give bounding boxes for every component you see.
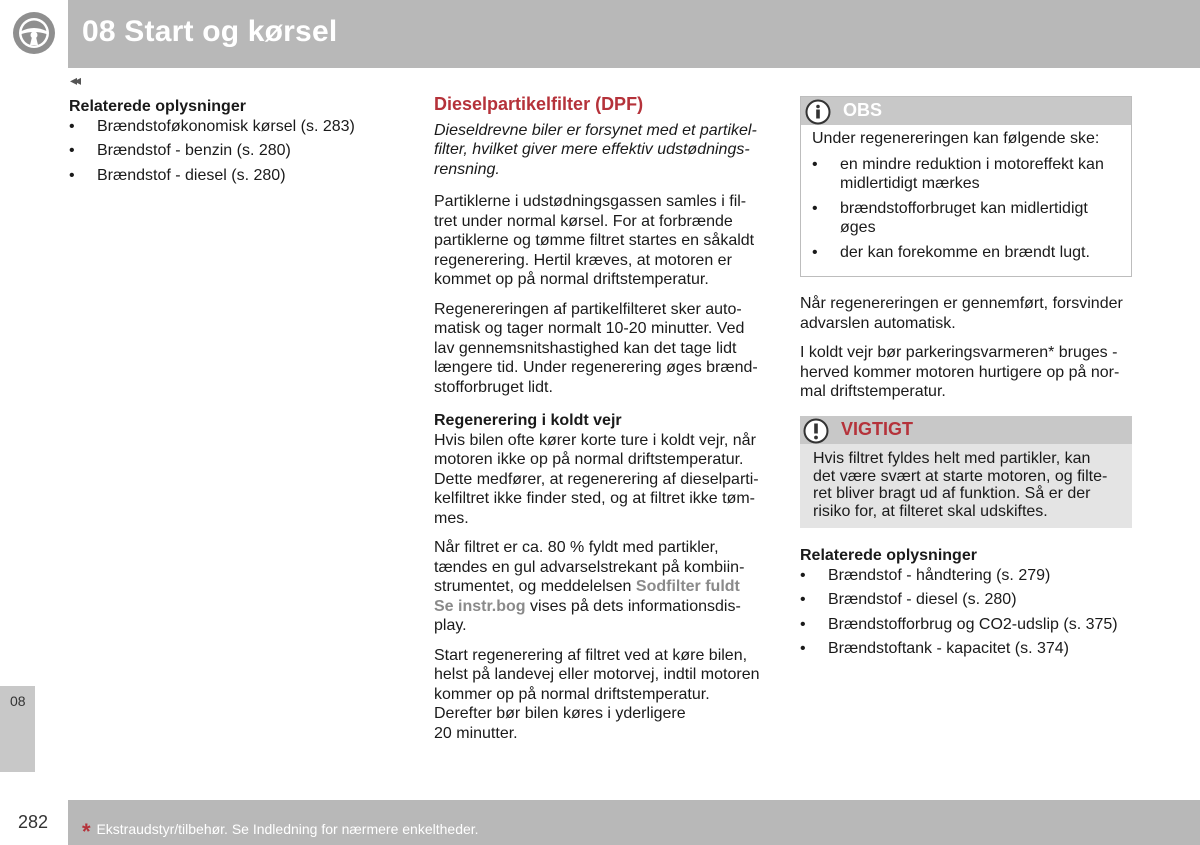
related-list [800, 566, 1132, 659]
page-footer [0, 800, 1200, 845]
paragraph: Partiklerne i udstødningsgassen samles i fil- tret under normal kørsel. For at forbrænde partiklerne og tømme filtret startes en såkaldt regenerering. Hertil kræves, at motoren er kommet op på normal driftstemperatur. [434, 193, 755, 288]
display-message: Se instr.bog [434, 597, 526, 615]
chapter-tab-label: 08 [10, 693, 26, 709]
important-body: Hvis filtret fyldes helt med partikler, kan det være svært at starte motoren, og filte- ret bliver bragt ud af funktion. Så er der risiko for, at filteret skal udskiftes. [813, 450, 1108, 520]
related-info-left [69, 97, 389, 185]
list-item: • der kan forekomme en brændt lugt. [812, 243, 1120, 263]
related-heading: Relaterede oplysninger [800, 547, 977, 564]
right-text [800, 294, 1132, 402]
related-link[interactable]: • Brændstofforbrug og CO2-udslip (s. 375) [800, 615, 1132, 635]
related-list [69, 117, 389, 186]
section-title: Dieselpartikelfilter (DPF) [434, 94, 644, 114]
obs-intro: Under regenereringen kan følgende ske: [812, 130, 1100, 147]
intro-text: Dieseldrevne biler er forsynet med et partikel- filter, hvilket giver mere effektiv udstødnings- rensning. [434, 121, 757, 178]
footnote [82, 814, 479, 844]
page-number: 282 [18, 812, 49, 832]
related-link[interactable]: • Brændstof - diesel (s. 280) [800, 590, 1132, 610]
obs-list [812, 155, 1120, 263]
chapter-tab[interactable] [0, 686, 35, 772]
display-message: Sodfilter fuldt [635, 578, 740, 595]
exclamation-icon [803, 418, 829, 444]
footnote-text: Ekstraudstyr/tilbehør. Se Indledning for nærmere enkeltheder. [96, 821, 479, 837]
related-link[interactable]: • Brændstof - håndtering (s. 279) [800, 566, 1132, 586]
important-header [800, 416, 1132, 444]
related-info-right [800, 546, 1132, 659]
related-link[interactable]: • Brændstoføkonomisk kørsel (s. 283) [69, 117, 389, 137]
logo-box [0, 0, 68, 68]
list-item: • en mindre reduktion i motoreffekt kan midlertidigt mærkes [812, 155, 1120, 194]
paragraph: Når filtret er ca. 80 % fyldt med partikler, tændes en gul advarselstrekant på kombiin- strumentet, og meddelelsen Sodfilter fuldt Se instr.bog vises på dets informationsdis- play. [434, 539, 745, 634]
list-item: • brændstofforbruget kan midlertidigt øges [812, 199, 1120, 238]
footnote-star: * [82, 819, 91, 844]
chapter-title: 08 Start og kørsel [82, 15, 338, 48]
obs-header [801, 97, 1131, 125]
back-arrows-icon[interactable]: ◂◂ [70, 72, 79, 88]
important-label: VIGTIGT [841, 419, 913, 439]
related-link[interactable]: • Brændstof - benzin (s. 280) [69, 141, 389, 161]
chapter-header [0, 0, 1200, 68]
obs-label: OBS [843, 100, 883, 120]
paragraph: Start regenerering af filtret ved at køre bilen, helst på landevej eller motorvej, indtil motoren kommer op på normal driftstemperatur. Derefter bør bilen køres i yderligere 20 minutter. [434, 646, 760, 742]
info-icon [805, 99, 831, 125]
steering-wheel-icon [11, 10, 57, 56]
related-link[interactable]: • Brændstof - diesel (s. 280) [69, 166, 389, 186]
dpf-section [434, 95, 770, 743]
paragraph: Regenereringen af partikelfilteret sker auto- matisk og tager normalt 10-20 minutter. Ved lav gennemsnitshastighed kan det tage lidt længere tid. Under regenerering øges brænd- stofforbruget lidt. [434, 300, 758, 396]
obs-note-box [800, 96, 1132, 277]
related-heading: Relaterede oplysninger [69, 98, 246, 115]
paragraph: I koldt vejr bør parkeringsvarmeren* bruges - herved kommer motoren hurtigere op på nor- mal driftstemperatur. [800, 344, 1120, 400]
page-number-box [0, 800, 68, 845]
important-note-box [800, 416, 1132, 528]
obs-body [801, 125, 1131, 262]
subheading: Regenerering i koldt vejr [434, 412, 622, 429]
paragraph: Når regenereringen er gennemført, forsvinder advarslen automatisk. [800, 295, 1123, 332]
related-link[interactable]: • Brændstoftank - kapacitet (s. 374) [800, 639, 1132, 659]
paragraph: Hvis bilen ofte kører korte ture i koldt vejr, når motoren ikke op på normal driftstemperatur. Dette medfører, at regenerering af dieselparti- kelfiltret ikke finder sted, og at filtret ikke tøm- mes. [434, 431, 759, 527]
